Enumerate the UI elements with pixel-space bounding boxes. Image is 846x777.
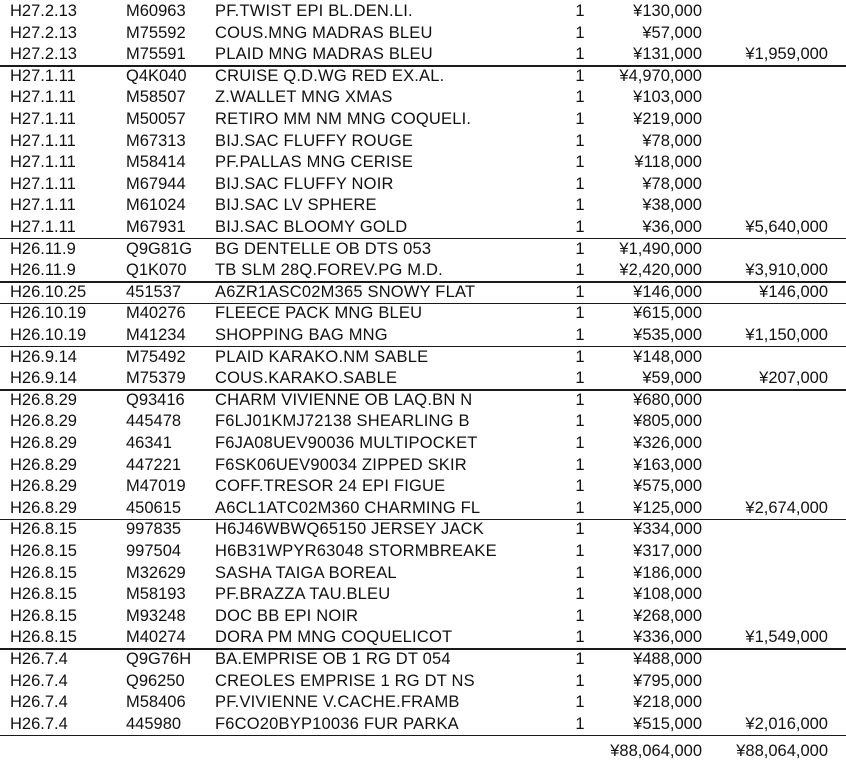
subtotal-cell: ¥2,016,000 <box>745 714 828 733</box>
quantity-cell: 1 <box>575 218 585 236</box>
price-cell: ¥219,000 <box>633 110 702 128</box>
quantity-cell: 1 <box>575 153 585 172</box>
date-cell: H26.8.29 <box>10 390 77 409</box>
date-cell: H27.2.13 <box>10 23 77 42</box>
item-name-cell: PF.BRAZZA TAU.BLEU <box>215 585 391 604</box>
code-cell: Q9G81G <box>126 239 193 258</box>
group-separator <box>0 735 846 737</box>
table-row <box>0 66 846 88</box>
quantity-cell: 1 <box>575 628 585 647</box>
item-name-cell: DOC BB EPI NOIR <box>215 606 359 625</box>
code-cell: M67931 <box>126 218 186 236</box>
table-row <box>0 692 846 714</box>
code-cell: Q96250 <box>126 671 185 690</box>
quantity-cell: 1 <box>575 520 585 539</box>
totals-row <box>0 740 846 762</box>
table-row <box>0 541 846 563</box>
price-cell: ¥59,000 <box>642 369 702 388</box>
item-name-cell: TB SLM 28Q.FOREV.PG M.D. <box>215 261 443 280</box>
date-cell: H26.8.15 <box>10 563 77 582</box>
item-name-cell: H6B31WPYR63048 STORMBREAKE <box>215 542 497 560</box>
subtotal-cell: ¥2,674,000 <box>745 498 828 517</box>
table-row <box>0 390 846 412</box>
item-name-cell: PLAID MNG MADRAS BLEU <box>215 45 433 64</box>
price-cell: ¥103,000 <box>633 88 702 107</box>
code-cell: M75591 <box>126 45 186 64</box>
date-cell: H27.1.11 <box>10 110 76 128</box>
code-cell: M93248 <box>126 606 186 625</box>
table-row <box>0 131 846 153</box>
subtotal-cell: ¥146,000 <box>759 282 828 301</box>
quantity-cell: 1 <box>575 23 585 42</box>
code-cell: 447221 <box>126 455 182 474</box>
quantity-cell: 1 <box>575 434 585 452</box>
price-cell: ¥146,000 <box>633 282 702 301</box>
item-name-cell: FLEECE PACK MNG BLEU <box>215 304 423 323</box>
code-cell: M50057 <box>126 110 186 128</box>
quantity-cell: 1 <box>575 477 585 496</box>
table-row <box>0 195 846 217</box>
date-cell: H26.10.25 <box>10 282 87 301</box>
price-cell: ¥163,000 <box>633 455 702 474</box>
code-cell: M60963 <box>126 2 186 20</box>
quantity-cell: 1 <box>575 606 585 625</box>
date-cell: H26.8.15 <box>10 606 77 625</box>
item-name-cell: PLAID KARAKO.NM SABLE <box>215 347 429 366</box>
date-cell: H26.7.4 <box>10 693 68 712</box>
quantity-cell: 1 <box>575 390 585 409</box>
code-cell: 997504 <box>126 542 182 560</box>
quantity-cell: 1 <box>575 498 585 517</box>
price-cell: ¥336,000 <box>633 628 702 647</box>
table-row <box>0 606 846 628</box>
table-row <box>0 174 846 196</box>
table-row <box>0 563 846 585</box>
table-row <box>0 217 846 239</box>
item-name-cell: CRUISE Q.D.WG RED EX.AL. <box>215 66 445 85</box>
price-cell: ¥36,000 <box>642 218 702 236</box>
code-cell: M58406 <box>126 693 186 712</box>
quantity-cell: 1 <box>575 563 585 582</box>
price-cell: ¥515,000 <box>633 714 702 733</box>
code-cell: M61024 <box>126 196 186 215</box>
quantity-cell: 1 <box>575 261 585 280</box>
table-row <box>0 109 846 131</box>
price-cell: ¥795,000 <box>633 671 702 690</box>
price-cell: ¥575,000 <box>633 477 702 496</box>
date-cell: H27.2.13 <box>10 45 77 64</box>
code-cell: M67944 <box>126 174 186 193</box>
item-name-cell: A6ZR1ASC02M365 SNOWY FLAT <box>215 282 476 301</box>
item-name-cell: BIJ.SAC FLUFFY ROUGE <box>215 131 414 150</box>
price-cell: ¥186,000 <box>633 563 702 582</box>
table-row <box>0 671 846 693</box>
item-name-cell: F6JA08UEV90036 MULTIPOCKET <box>215 434 478 452</box>
code-cell: M47019 <box>126 477 186 496</box>
table-row <box>0 368 846 390</box>
subtotal-cell: ¥1,959,000 <box>745 45 828 64</box>
code-cell: M58414 <box>126 153 186 172</box>
date-cell: H27.1.11 <box>10 88 76 107</box>
item-name-cell: H6J46WBWQ65150 JERSEY JACK <box>215 520 484 539</box>
quantity-cell: 1 <box>575 585 585 604</box>
quantity-cell: 1 <box>575 650 585 668</box>
price-cell: ¥130,000 <box>633 2 702 20</box>
price-cell: ¥108,000 <box>633 585 702 604</box>
code-cell: 997835 <box>126 520 182 539</box>
date-cell: H26.11.9 <box>10 261 76 280</box>
subtotal-cell: ¥1,549,000 <box>745 628 828 647</box>
code-cell: Q1K070 <box>126 261 187 280</box>
price-cell: ¥131,000 <box>633 45 702 64</box>
price-cell: ¥268,000 <box>633 606 702 625</box>
date-cell: H27.1.11 <box>10 174 76 193</box>
price-cell: ¥488,000 <box>633 650 702 668</box>
price-cell: ¥148,000 <box>633 347 702 366</box>
code-cell: M75592 <box>126 23 186 42</box>
date-cell: H26.8.29 <box>10 434 77 452</box>
quantity-cell: 1 <box>575 110 585 128</box>
item-name-cell: SHOPPING BAG MNG <box>215 326 388 344</box>
code-cell: M58507 <box>126 88 186 107</box>
quantity-cell: 1 <box>575 347 585 366</box>
subtotal-cell: ¥1,150,000 <box>745 326 828 344</box>
item-name-cell: F6LJ01KMJ72138 SHEARLING B <box>215 412 470 431</box>
table-row <box>0 282 846 304</box>
table-row <box>0 476 846 498</box>
quantity-cell: 1 <box>575 671 585 690</box>
date-cell: H27.1.11 <box>10 196 76 215</box>
table-row <box>0 455 846 477</box>
price-cell: ¥118,000 <box>634 153 702 172</box>
grand-total: ¥88,064,000 <box>736 742 828 760</box>
item-name-cell: PF.TWIST EPI BL.DEN.LI. <box>215 2 413 20</box>
price-cell: ¥326,000 <box>633 434 702 452</box>
price-cell: ¥805,000 <box>633 412 702 431</box>
quantity-cell: 1 <box>575 326 585 344</box>
date-cell: H26.8.15 <box>10 542 77 560</box>
table-row <box>0 584 846 606</box>
table-row <box>0 649 846 671</box>
subtotal-cell: ¥207,000 <box>759 369 828 388</box>
date-cell: H27.2.13 <box>10 2 77 20</box>
date-cell: H26.8.15 <box>10 585 77 604</box>
price-cell: ¥4,970,000 <box>619 66 702 85</box>
quantity-cell: 1 <box>575 45 585 64</box>
item-name-cell: CHARM VIVIENNE OB LAQ.BN N <box>215 390 473 409</box>
code-cell: 445478 <box>126 412 182 431</box>
code-cell: 445980 <box>126 714 182 733</box>
quantity-cell: 1 <box>575 196 585 215</box>
quantity-cell: 1 <box>575 369 585 388</box>
code-cell: Q93416 <box>126 390 185 409</box>
date-cell: H26.7.4 <box>10 650 68 668</box>
table-row <box>0 87 846 109</box>
quantity-cell: 1 <box>575 66 585 85</box>
table-row <box>0 23 846 45</box>
code-cell: 451537 <box>126 282 182 301</box>
item-name-cell: PF.VIVIENNE V.CACHE.FRAMB <box>215 693 460 712</box>
item-name-cell: BIJ.SAC LV SPHERE <box>215 196 377 215</box>
price-cell: ¥38,000 <box>642 196 702 215</box>
code-cell: M58193 <box>126 585 186 604</box>
price-cell: ¥535,000 <box>633 326 702 344</box>
table-row <box>0 433 846 455</box>
code-cell: M75379 <box>126 369 186 388</box>
item-name-cell: COUS.KARAKO.SABLE <box>215 369 398 388</box>
date-cell: H26.8.15 <box>10 628 77 647</box>
quantity-cell: 1 <box>575 542 585 560</box>
price-cell: ¥125,000 <box>633 498 702 517</box>
price-cell: ¥615,000 <box>633 304 702 323</box>
price-cell: ¥680,000 <box>633 390 702 409</box>
item-name-cell: COFF.TRESOR 24 EPI FIGUE <box>215 477 446 496</box>
quantity-cell: 1 <box>575 2 585 20</box>
price-cell: ¥218,000 <box>633 693 702 712</box>
date-cell: H27.1.11 <box>10 218 76 236</box>
item-name-cell: A6CL1ATC02M360 CHARMING FL <box>215 498 481 517</box>
table-row <box>0 498 846 520</box>
item-name-cell: SASHA TAIGA BOREAL <box>215 563 397 582</box>
price-cell: ¥1,490,000 <box>619 239 702 258</box>
date-cell: H26.7.4 <box>10 714 68 733</box>
table-row <box>0 303 846 325</box>
item-name-cell: COUS.MNG MADRAS BLEU <box>215 23 433 42</box>
item-name-cell: PF.PALLAS MNG CERISE <box>215 153 414 172</box>
item-name-cell: BG DENTELLE OB DTS 053 <box>215 239 432 258</box>
item-name-cell: F6SK06UEV90034 ZIPPED SKIR <box>215 455 467 474</box>
table-row <box>0 347 846 369</box>
date-cell: H26.8.29 <box>10 412 77 431</box>
quantity-cell: 1 <box>575 455 585 474</box>
table-row <box>0 44 846 66</box>
code-cell: M40274 <box>126 628 186 647</box>
date-cell: H26.10.19 <box>10 304 87 323</box>
quantity-cell: 1 <box>575 412 585 431</box>
code-cell: M75492 <box>126 347 186 366</box>
date-cell: H26.8.29 <box>10 477 77 496</box>
subtotal-cell: ¥3,910,000 <box>745 261 828 280</box>
quantity-cell: 1 <box>575 282 585 301</box>
code-cell: M41234 <box>126 326 186 344</box>
table-row <box>0 1 846 23</box>
item-name-cell: BIJ.SAC FLUFFY NOIR <box>215 174 394 193</box>
item-name-cell: BIJ.SAC BLOOMY GOLD <box>215 218 408 236</box>
table-row <box>0 152 846 174</box>
table-row <box>0 519 846 541</box>
item-name-cell: CREOLES EMPRISE 1 RG DT NS <box>215 671 475 690</box>
item-name-cell: RETIRO MM NM MNG COQUELI. <box>215 110 472 128</box>
quantity-cell: 1 <box>575 88 585 107</box>
date-cell: H27.1.11 <box>10 131 76 150</box>
date-cell: H26.8.15 <box>10 520 77 539</box>
item-name-cell: F6CO20BYP10036 FUR PARKA <box>215 714 459 733</box>
date-cell: H26.11.9 <box>10 239 76 258</box>
table-row <box>0 325 846 347</box>
quantity-cell: 1 <box>575 304 585 323</box>
price-cell: ¥78,000 <box>642 174 702 193</box>
quantity-cell: 1 <box>575 693 585 712</box>
code-cell: 450615 <box>126 498 182 517</box>
date-cell: H26.8.29 <box>10 498 77 517</box>
subtotal-cell: ¥5,640,000 <box>745 218 828 236</box>
item-name-cell: BA.EMPRISE OB 1 RG DT 054 <box>215 650 451 668</box>
price-total: ¥88,064,000 <box>610 742 702 760</box>
date-cell: H26.10.19 <box>10 326 87 344</box>
code-cell: M67313 <box>126 131 186 150</box>
date-cell: H26.9.14 <box>10 347 77 366</box>
code-cell: M40276 <box>126 304 186 323</box>
table-row <box>0 627 846 649</box>
price-cell: ¥317,000 <box>633 542 702 560</box>
quantity-cell: 1 <box>575 239 585 258</box>
item-name-cell: Z.WALLET MNG XMAS <box>215 88 393 107</box>
date-cell: H26.8.29 <box>10 455 77 474</box>
price-cell: ¥2,420,000 <box>619 261 702 280</box>
table-row <box>0 260 846 282</box>
item-name-cell: DORA PM MNG COQUELICOT <box>215 628 453 647</box>
date-cell: H27.1.11 <box>10 66 76 85</box>
code-cell: M32629 <box>126 563 186 582</box>
date-cell: H26.9.14 <box>10 369 77 388</box>
quantity-cell: 1 <box>575 714 585 733</box>
code-cell: 46341 <box>126 434 172 452</box>
price-cell: ¥57,000 <box>642 23 702 42</box>
price-cell: ¥78,000 <box>642 131 702 150</box>
quantity-cell: 1 <box>575 131 585 150</box>
quantity-cell: 1 <box>575 174 585 193</box>
table-row <box>0 411 846 433</box>
code-cell: Q9G76H <box>126 650 192 668</box>
date-cell: H27.1.11 <box>10 153 76 172</box>
table-row <box>0 714 846 736</box>
date-cell: H26.7.4 <box>10 671 68 690</box>
code-cell: Q4K040 <box>126 66 187 85</box>
price-cell: ¥334,000 <box>633 520 702 539</box>
table-row <box>0 239 846 261</box>
